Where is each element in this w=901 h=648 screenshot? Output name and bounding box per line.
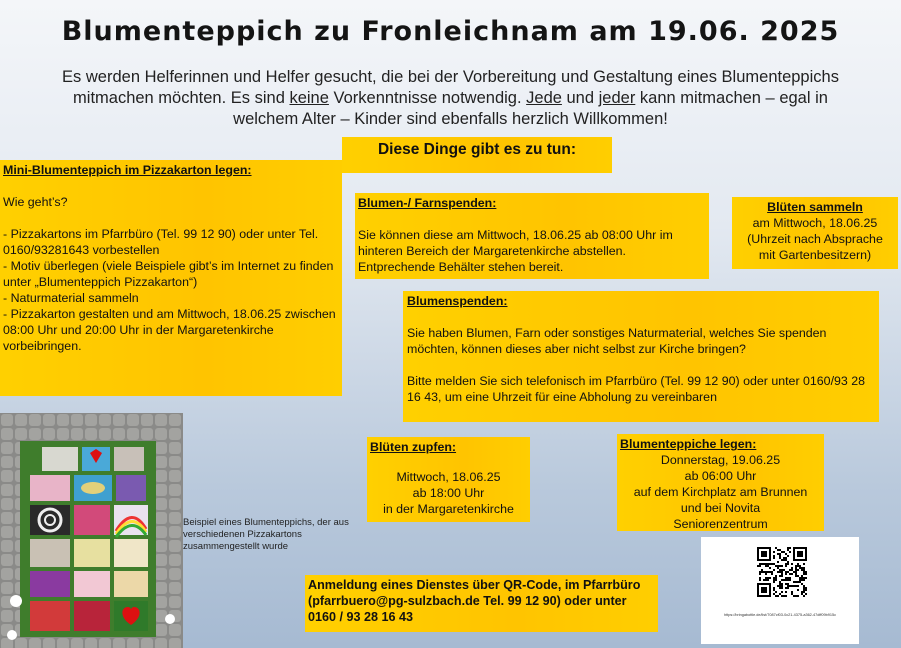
- page-title: Blumenteppich zu Fronleichnam am 19.06. 2025: [61, 16, 840, 47]
- intro-part: Es werden Helferinnen und Helfer gesucht, die bei der Vorbereitung und Gestaltung eines Blumenteppichs mitmachen möchten. Es sind: [62, 68, 839, 107]
- legen-line: Donnerstag, 19.06.25: [660, 453, 781, 467]
- flower-fern-donation-box: [355, 193, 709, 279]
- lay-carpets-box: [617, 434, 824, 531]
- qr-code-panel[interactable]: [701, 537, 859, 644]
- mini-item: - Naturmaterial sammeln: [3, 291, 139, 305]
- mini-question: Wie geht’s?: [3, 195, 68, 209]
- intro-underline-jede: Jede: [526, 89, 562, 107]
- zupfen-line: Mittwoch, 18.06.25: [396, 470, 501, 484]
- collect-blossoms-box: [732, 197, 898, 269]
- todo-heading: Diese Dinge gibt es zu tun:: [342, 137, 612, 173]
- intro-underline-keine: keine: [289, 89, 329, 107]
- blueten-line: mit Gartenbesitzern): [758, 248, 872, 262]
- pluck-blossoms-box: [367, 437, 530, 522]
- intro-underline-jeder: jeder: [598, 89, 636, 107]
- blueten-line: am Mittwoch, 18.06.25: [752, 216, 878, 230]
- legen-line: und bei Novita: [680, 501, 761, 515]
- blueten-line: (Uhrzeit nach Absprache: [747, 232, 883, 246]
- spenden-heading: Blumen-/ Farnspenden:: [358, 196, 497, 210]
- zupfen-line: in der Margaretenkirche: [383, 502, 514, 516]
- mini-item: - Pizzakartons im Pfarrbüro (Tel. 99 12 90) oder unter Tel. 0160/93281643 vorbestellen: [3, 227, 319, 257]
- mini-item: - Motiv überlegen (viele Beispiele gibt’s im Internet zu finden unter „Blumenteppich Pizzakarton“): [3, 259, 334, 289]
- legen-heading: Blumenteppiche legen:: [620, 437, 757, 451]
- blumenspenden-p2: Bitte melden Sie sich telefonisch im Pfarrbüro (Tel. 99 12 90) oder unter 0160/93 28 16 43, um eine Uhrzeit für eine Abholung zu vereinbaren: [407, 374, 866, 404]
- blueten-heading: Blüten sammeln: [767, 200, 863, 214]
- blumenspenden-heading: Blumenspenden:: [407, 294, 508, 308]
- flower-carpet-illustration: [0, 413, 183, 648]
- spenden-text: Sie können diese am Mittwoch, 18.06.25 ab 08:00 Uhr im hinteren Bereich der Margaretenkirche abstellen. Entprechende Behälter stehen bereit.: [358, 228, 673, 274]
- flower-donation-pickup-box: [403, 291, 879, 422]
- mini-carpet-box: [0, 160, 342, 396]
- registration-box: Anmeldung eines Dienstes über QR-Code, im Pfarrbüro (pfarrbuero@pg-sulzbach.de Tel. 99 12 90) oder unter 0160 / 93 28 16 43: [305, 575, 658, 632]
- blumenspenden-p1: Sie haben Blumen, Farn oder sonstiges Naturmaterial, welches Sie spenden möchten, können dieses aber nicht selbst zur Kirche bringen?: [407, 326, 827, 356]
- legen-line: auf dem Kirchplatz am Brunnen: [633, 485, 808, 499]
- photo-caption: Beispiel eines Blumenteppichs, der aus verschiedenen Pizzakartons zusammengestellt wurde: [183, 517, 349, 552]
- legen-line: Seniorenzentrum: [673, 517, 768, 531]
- intro-part: und: [561, 89, 599, 107]
- intro-part: kann mitmachen – egal in welchem Alter – Kinder sind ebenfalls herzlich Willkommen!: [233, 89, 828, 128]
- mini-item: - Pizzakarton gestalten und am Mittwoch, 18.06.25 zwischen 08:00 Uhr und 20:00 Uhr in der Margaretenkirche vorbeibringen.: [3, 307, 336, 353]
- zupfen-line: ab 18:00 Uhr: [412, 486, 485, 500]
- legen-line: ab 06:00 Uhr: [684, 469, 757, 483]
- qr-code-icon[interactable]: [757, 547, 807, 597]
- mini-heading: Mini-Blumenteppich im Pizzakarton legen:: [3, 163, 252, 177]
- flower-carpet-photo: [0, 413, 183, 648]
- intro-text: [40, 67, 861, 130]
- zupfen-heading: Blüten zupfen:: [370, 440, 457, 454]
- intro-part: Vorkenntnisse notwendig.: [328, 89, 527, 107]
- qr-url-text: https://bringabottle.de/list/7087cf03-0c21-4375-a362-47dff09b915c: [723, 613, 837, 617]
